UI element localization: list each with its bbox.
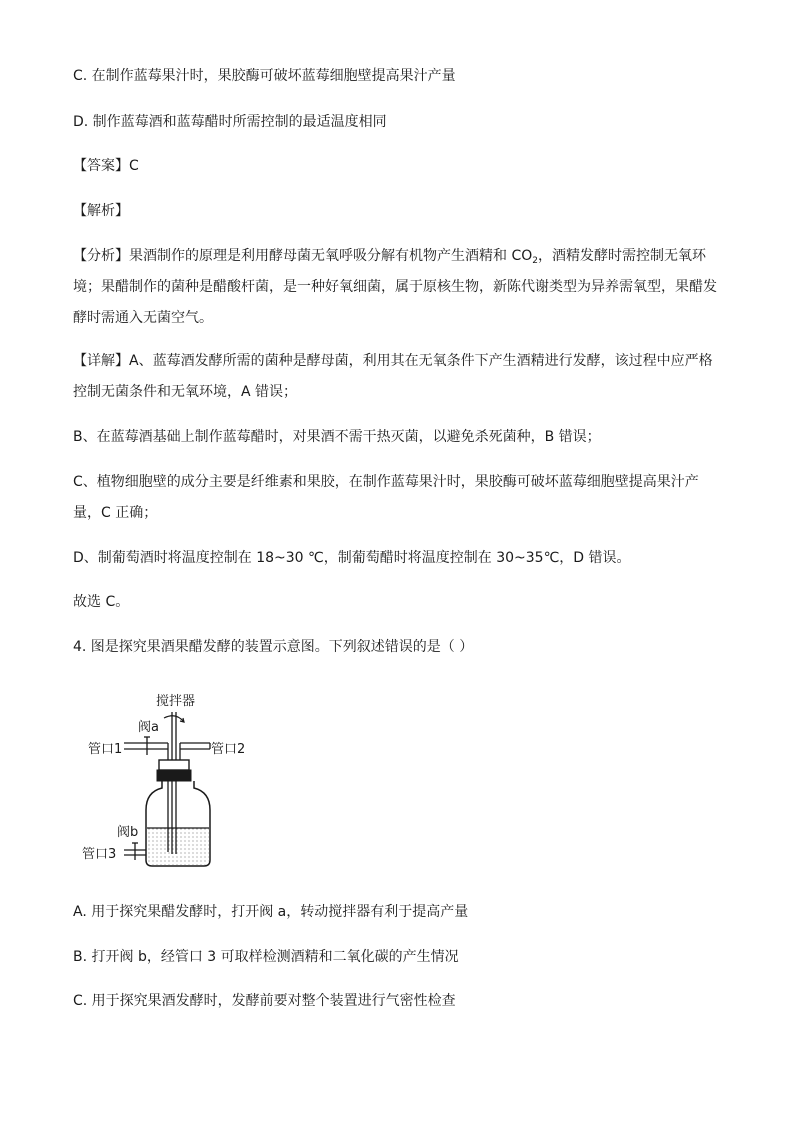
fenxi-text-1a: 果酒制作的原理是利用酵母菌无氧呼吸分解有机物产生酒精和 CO bbox=[129, 248, 533, 264]
option-d-prev: D. 制作蓝莓酒和蓝莓醋时所需控制的最适温度相同 bbox=[73, 114, 387, 130]
conclusion-line: 故选 C。 bbox=[73, 594, 130, 610]
xiangjie-line-5: 量，C 正确； bbox=[73, 505, 158, 521]
co2-subscript: 2 bbox=[532, 256, 538, 266]
question-4-stem: 4. 图是探究果酒果醋发酵的装置示意图。下列叙述错误的是（ ） bbox=[73, 639, 474, 655]
port-3-label: 管口3 bbox=[82, 847, 117, 862]
fermentation-apparatus-diagram bbox=[80, 688, 270, 873]
answer-label: 【答案】 bbox=[73, 158, 129, 174]
xiangjie-label: 【详解】 bbox=[73, 353, 129, 369]
fenxi-label: 【分析】 bbox=[73, 248, 129, 264]
valve-a-label: 阀a bbox=[138, 720, 159, 735]
option-c-prev: C. 在制作蓝莓果汁时，果胶酶可破坏蓝莓细胞壁提高果汁产量 bbox=[73, 68, 456, 84]
port-1-label: 管口1 bbox=[88, 742, 123, 757]
fenxi-text-1b: ，酒精发酵时需控制无氧环 bbox=[537, 248, 706, 264]
answer-value: C bbox=[129, 158, 139, 174]
xiangjie-line-3: B、在蓝莓酒基础上制作蓝莓醋时，对果酒不需干热灭菌，以避免杀死菌种，B 错误； bbox=[73, 429, 601, 445]
xiangjie-line-1 bbox=[73, 351, 713, 371]
xiangjie-text-1: A、蓝莓酒发酵所需的菌种是酵母菌，利用其在无氧条件下产生酒精进行发酵，该过程中应严格 bbox=[129, 353, 713, 369]
port-2-tube bbox=[180, 743, 210, 749]
stirrer-label: 搅拌器 bbox=[156, 694, 196, 709]
fenxi-line-2: 境；果醋制作的菌种是醋酸杆菌，是一种好氧细菌，属于原核生物，新陈代谢类型为异养需氧型，果醋发 bbox=[73, 279, 717, 295]
analysis-heading: 【解析】 bbox=[73, 203, 129, 219]
fenxi-line-3: 酵时需通入无菌空气。 bbox=[73, 310, 213, 326]
q4-option-a: A. 用于探究果醋发酵时，打开阀 a，转动搅拌器有利于提高产量 bbox=[73, 904, 469, 920]
port-3-tube bbox=[124, 843, 146, 860]
xiangjie-line-2: 控制无菌条件和无氧环境，A 错误； bbox=[73, 384, 298, 400]
answer-line bbox=[73, 156, 139, 176]
port-2-label: 管口2 bbox=[211, 742, 246, 757]
xiangjie-line-4: C、植物细胞壁的成分主要是纤维素和果胶，在制作蓝莓果汁时，果胶酶可破坏蓝莓细胞壁提高果汁产 bbox=[73, 474, 699, 490]
q4-option-c: C. 用于探究果酒发酵时，发酵前要对整个装置进行气密性检查 bbox=[73, 993, 456, 1009]
valve-b-label: 阀b bbox=[117, 825, 139, 840]
fenxi-line-1 bbox=[73, 246, 706, 266]
apparatus-svg bbox=[80, 688, 270, 873]
stirrer-arrow-icon bbox=[164, 716, 184, 722]
q4-option-b: B. 打开阀 b，经管口 3 可取样检测酒精和二氧化碳的产生情况 bbox=[73, 949, 459, 965]
bottle-stopper bbox=[157, 760, 191, 781]
xiangjie-line-6: D、制葡萄酒时将温度控制在 18~30 ℃，制葡萄醋时将温度控制在 30~35℃，D 错误。 bbox=[73, 550, 631, 566]
liquid bbox=[147, 828, 209, 865]
port-1-tube bbox=[124, 737, 168, 755]
